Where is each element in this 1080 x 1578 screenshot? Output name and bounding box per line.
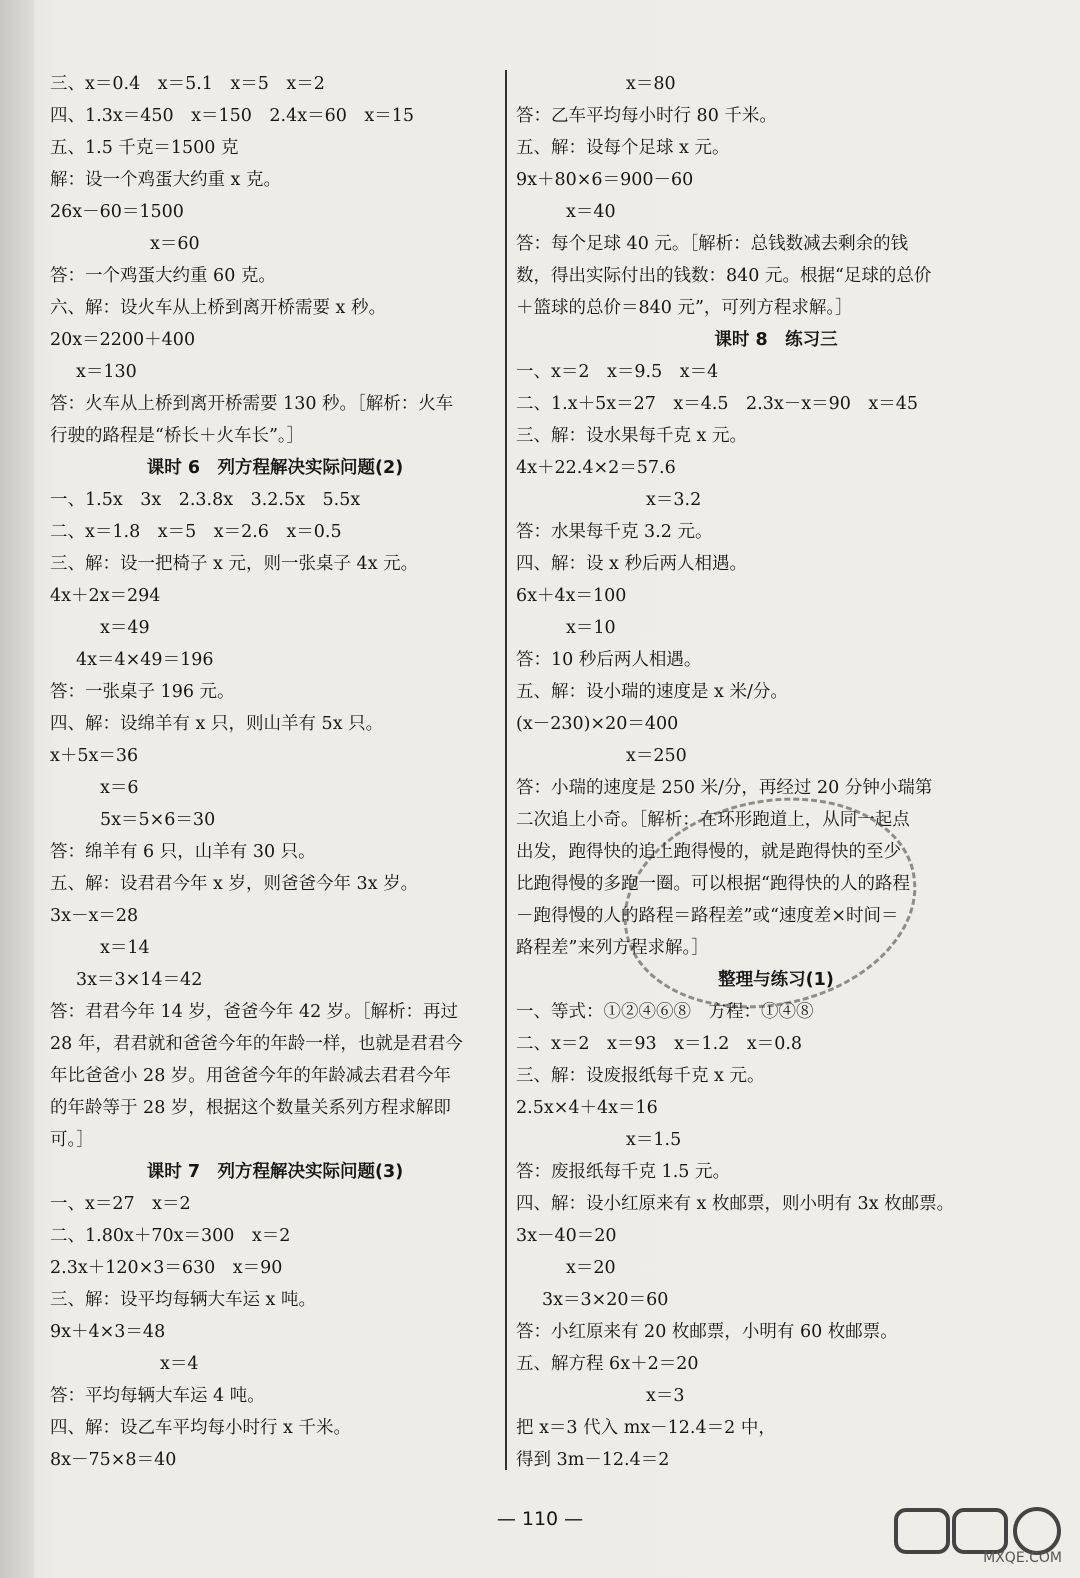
answer-line: 28 年，君君就和爸爸今年的年龄一样，也就是君君今 <box>50 1034 463 1054</box>
answer-line: ＋篮球的总价＝840 元”，可列方程求解。］ <box>516 298 853 318</box>
equation-solution: x＝3 <box>646 1386 685 1406</box>
equation-solution: x＝20 <box>566 1258 616 1278</box>
answer-line: 四、1.3x＝450 x＝150 2.4x＝60 x＝15 <box>50 106 414 126</box>
equation-line: (x－230)×20＝400 <box>516 714 679 734</box>
answer-line: 答：小瑞的速度是 250 米/分，再经过 20 分钟小瑞第 <box>516 778 933 798</box>
equation-line: 9x＋4×3＝48 <box>50 1322 166 1342</box>
page-number: — 110 — <box>496 1508 584 1530</box>
answer-line: 一、1.5x 3x 2.3.8x 3.2.5x 5.5x <box>50 490 361 510</box>
watermark-text: MXQE.COM <box>983 1550 1062 1566</box>
answer-line: 四、解：设乙车平均每小时行 x 千米。 <box>50 1418 351 1438</box>
answer-line: 答：水果每千克 3.2 元。 <box>516 522 713 542</box>
answer-line: 答：每个足球 40 元。［解析：总钱数减去剩余的钱 <box>516 234 909 254</box>
lesson-heading: 整理与练习(1) <box>718 970 834 990</box>
equation-solution: x＝14 <box>100 938 150 958</box>
answer-line: 四、解：设绵羊有 x 只，则山羊有 5x 只。 <box>50 714 384 734</box>
book-binding-edge <box>0 0 34 1578</box>
equation-solution: x＝49 <box>100 618 150 638</box>
equation-line: 8x－75×8＝40 <box>50 1450 177 1470</box>
answer-line: 五、解：设每个足球 x 元。 <box>516 138 730 158</box>
equation-solution: x＝10 <box>566 618 616 638</box>
answer-line: 四、解：设小红原来有 x 枚邮票，则小明有 3x 枚邮票。 <box>516 1194 955 1214</box>
lesson-heading: 课时 8 练习三 <box>714 330 838 350</box>
site-watermark-logo <box>892 1506 1072 1572</box>
equation-line: 3x－40＝20 <box>516 1226 617 1246</box>
answer-line: 三、解：设水果每千克 x 元。 <box>516 426 747 446</box>
answer-line: 答：10 秒后两人相遇。 <box>516 650 702 670</box>
answer-line: 把 x＝3 代入 mx－12.4＝2 中， <box>516 1418 776 1438</box>
answer-line: 的年龄等于 28 岁，根据这个数量关系列方程求解即 <box>50 1098 451 1118</box>
equation-line: 6x＋4x＝100 <box>516 586 627 606</box>
equation-line: x＋5x＝36 <box>50 746 139 766</box>
equation-solution: x＝130 <box>76 362 137 382</box>
equation-solution: x＝4 <box>160 1354 199 1374</box>
answer-line: 三、解：设平均每辆大车运 x 吨。 <box>50 1290 316 1310</box>
answer-line: 五、解方程 6x＋2＝20 <box>516 1354 699 1374</box>
equation-line: 3x＝3×14＝42 <box>76 970 203 990</box>
equation-line: 3x＝3×20＝60 <box>542 1290 669 1310</box>
answer-line: 答：火车从上桥到离开桥需要 130 秒。［解析：火车 <box>50 394 454 414</box>
answer-line: 答：君君今年 14 岁，爸爸今年 42 岁。［解析：再过 <box>50 1002 459 1022</box>
equation-line: 4x＋22.4×2＝57.6 <box>516 458 676 478</box>
equation-solution: x＝250 <box>626 746 687 766</box>
equation-line: 4x＝4×49＝196 <box>76 650 214 670</box>
answer-line: 路程差”来列方程求解。］ <box>516 938 709 958</box>
equation-line: 2.5x×4＋4x＝16 <box>516 1098 658 1118</box>
equation-solution: x＝1.5 <box>626 1130 682 1150</box>
equation-line: 3x－x＝28 <box>50 906 139 926</box>
answer-line: 2.3x＋120×3＝630 x＝90 <box>50 1258 283 1278</box>
answer-line: 答：绵羊有 6 只，山羊有 30 只。 <box>50 842 316 862</box>
answer-line: 二、1.x＋5x＝27 x＝4.5 2.3x－x＝90 x＝45 <box>516 394 919 414</box>
answer-line: 一、x＝27 x＝2 <box>50 1194 191 1214</box>
lesson-heading: 课时 6 列方程解决实际问题(2) <box>146 458 404 478</box>
right-column <box>516 68 1036 1476</box>
left-column <box>50 68 500 1476</box>
lesson-heading: 课时 7 列方程解决实际问题(3) <box>146 1162 404 1182</box>
answer-line: 六、解：设火车从上桥到离开桥需要 x 秒。 <box>50 298 386 318</box>
equation-solution: x＝40 <box>566 202 616 222</box>
answer-line: 三、x＝0.4 x＝5.1 x＝5 x＝2 <box>50 74 325 94</box>
column-divider <box>505 70 507 1470</box>
equation-line: 4x＋2x＝294 <box>50 586 161 606</box>
answer-line: －跑得慢的人的路程＝路程差”或“速度差×时间＝ <box>516 906 899 926</box>
answer-line: 数，得出实际付出的钱数：840 元。根据“足球的总价 <box>516 266 932 286</box>
answer-line: 答：小红原来有 20 枚邮票，小明有 60 枚邮票。 <box>516 1322 898 1342</box>
equation-line: 5x＝5×6＝30 <box>100 810 216 830</box>
answer-line: 三、解：设一把椅子 x 元，则一张桌子 4x 元。 <box>50 554 419 574</box>
answer-line: 三、解：设废报纸每千克 x 元。 <box>516 1066 765 1086</box>
answer-line: 可。］ <box>50 1130 94 1150</box>
equation-solution: x＝6 <box>100 778 139 798</box>
answer-line: 四、解：设 x 秒后两人相遇。 <box>516 554 747 574</box>
answer-line: 答：乙车平均每小时行 80 千米。 <box>516 106 777 126</box>
answer-line: 行驶的路程是“桥长＋火车长”。］ <box>50 426 305 446</box>
equation-line: 20x＝2200＋400 <box>50 330 196 350</box>
answer-line: 出发，跑得快的追上跑得慢的，就是跑得快的至少 <box>516 842 901 862</box>
answer-line: 答：一个鸡蛋大约重 60 克。 <box>50 266 276 286</box>
answer-line: 一、等式：①②④⑥⑧ 方程：①④⑧ <box>516 1002 814 1022</box>
answer-line: 解：设一个鸡蛋大约重 x 克。 <box>50 170 281 190</box>
answer-line: 一、x＝2 x＝9.5 x＝4 <box>516 362 719 382</box>
equation-solution: x＝60 <box>150 234 200 254</box>
answer-line: 答：平均每辆大车运 4 吨。 <box>50 1386 265 1406</box>
answer-line: 得到 3m－12.4＝2 <box>516 1450 670 1470</box>
answer-line: 二次追上小奇。［解析：在环形跑道上，从同一起点 <box>516 810 910 830</box>
equation-line: 9x＋80×6＝900－60 <box>516 170 694 190</box>
answer-line: 二、x＝2 x＝93 x＝1.2 x＝0.8 <box>516 1034 803 1054</box>
equation-solution: x＝3.2 <box>646 490 702 510</box>
answer-line: 答：废报纸每千克 1.5 元。 <box>516 1162 730 1182</box>
answer-line: 五、解：设君君今年 x 岁，则爸爸今年 3x 岁。 <box>50 874 419 894</box>
answer-line: 五、解：设小瑞的速度是 x 米/分。 <box>516 682 788 702</box>
answer-line: 答：一张桌子 196 元。 <box>50 682 235 702</box>
answer-line: 比跑得慢的多跑一圈。可以根据“跑得快的人的路程 <box>516 874 910 894</box>
equation-solution: x＝80 <box>626 74 676 94</box>
equation-line: 26x－60＝1500 <box>50 202 184 222</box>
answer-line: 二、1.80x＋70x＝300 x＝2 <box>50 1226 291 1246</box>
answer-line: 年比爸爸小 28 岁。用爸爸今年的年龄减去君君今年 <box>50 1066 451 1086</box>
answer-line: 二、x＝1.8 x＝5 x＝2.6 x＝0.5 <box>50 522 342 542</box>
answer-line: 五、1.5 千克＝1500 克 <box>50 138 239 158</box>
